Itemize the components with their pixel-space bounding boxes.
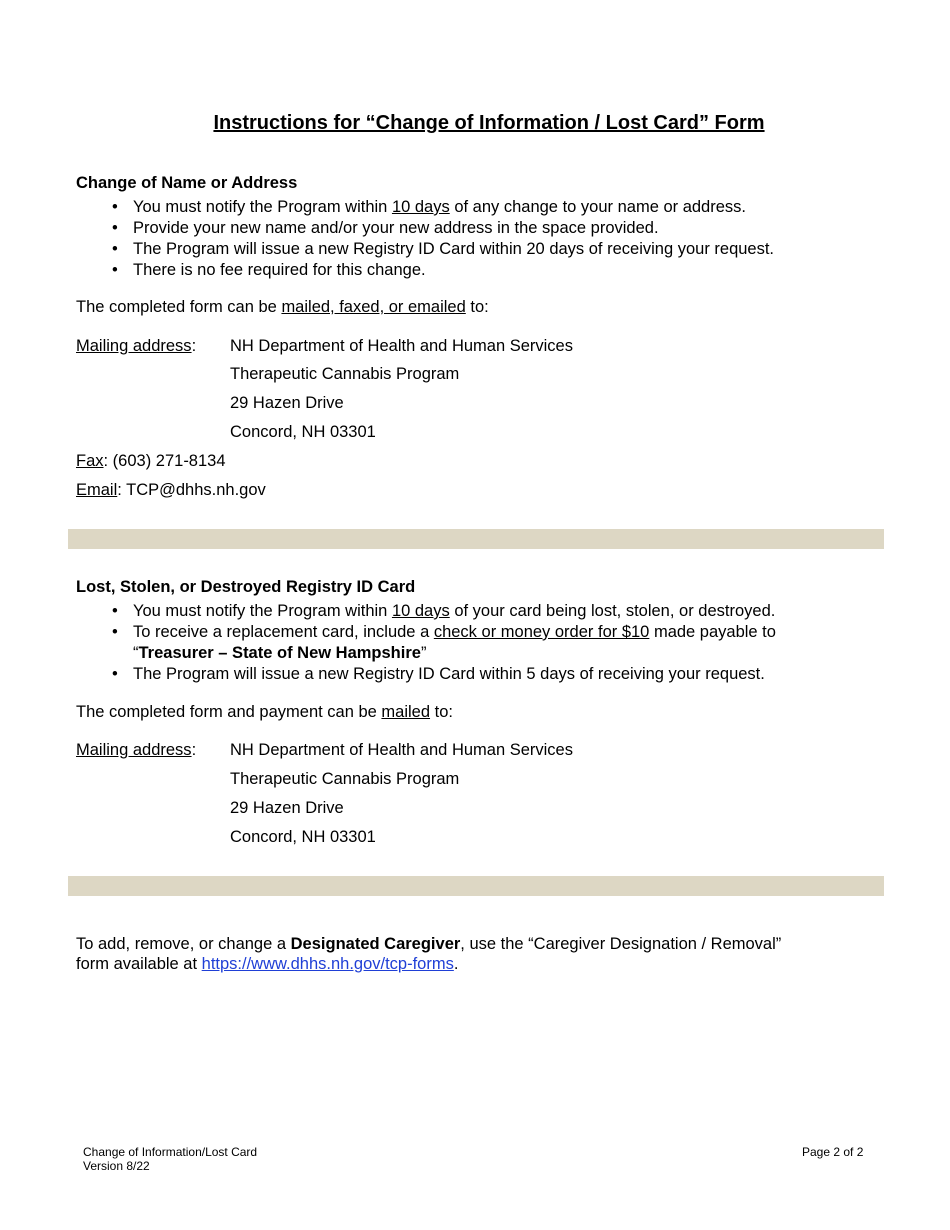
bullet-icon: • — [112, 219, 118, 237]
section-heading-change-name-address: Change of Name or Address — [76, 174, 298, 192]
page-title: Instructions for “Change of Information / Lost Card” Form — [213, 112, 765, 134]
change-name-bullet-list — [76, 197, 774, 281]
list-item: • To receive a replacement card, include a check or money order for $10 made payable to “Treasurer – State of New Hampshire” — [112, 623, 776, 662]
list-item: • You must notify the Program within 10 days of any change to your name or address. — [112, 198, 746, 216]
footer-form-name: Change of Information/Lost Card — [83, 1145, 258, 1159]
address-line: Concord, NH 03301 — [230, 828, 376, 846]
bullet-icon: • — [112, 602, 118, 620]
list-item: • You must notify the Program within 10 days of your card being lost, stolen, or destroyed. — [112, 602, 776, 620]
footer-version: Version 8/22 — [83, 1159, 150, 1173]
payee-name: Treasurer – State of New Hampshire — [138, 644, 421, 662]
tcp-forms-link[interactable]: https://www.dhhs.nh.gov/tcp-forms — [201, 955, 454, 973]
lost-card-bullet-list — [76, 601, 776, 685]
address-line: Therapeutic Cannabis Program — [230, 365, 460, 383]
bullet-icon: • — [112, 240, 118, 258]
address-line: 29 Hazen Drive — [230, 799, 344, 817]
section-divider-band — [68, 529, 884, 549]
list-item: • Provide your new name and/or your new address in the space provided. — [112, 219, 659, 237]
list-item: • The Program will issue a new Registry ID Card within 20 days of receiving your request. — [112, 240, 775, 258]
footer-form-info — [83, 1145, 257, 1173]
bullet-icon: • — [112, 623, 118, 641]
bullet-icon: • — [112, 665, 118, 683]
section-heading-lost-card: Lost, Stolen, or Destroyed Registry ID Card — [76, 578, 416, 596]
address-line: NH Department of Health and Human Services — [230, 337, 573, 355]
delivery-instructions: The completed form can be mailed, faxed, or emailed to: — [76, 298, 489, 316]
list-item: • There is no fee required for this change. — [112, 261, 426, 279]
bullet-icon: • — [112, 261, 118, 279]
address-line: 29 Hazen Drive — [230, 394, 344, 412]
address-line: NH Department of Health and Human Services — [230, 741, 573, 759]
address-line: Concord, NH 03301 — [230, 423, 376, 441]
mailing-address-label: Mailing address: — [76, 741, 197, 759]
caregiver-paragraph: To add, remove, or change a Designated Caregiver, use the “Caregiver Designation / Removal” form available at https://www.dhhs.nh.gov/tcp-forms. — [76, 935, 782, 973]
page-number: Page 2 of 2 — [802, 1145, 864, 1159]
delivery-instructions: The completed form and payment can be mailed to: — [76, 703, 453, 721]
list-item: • The Program will issue a new Registry ID Card within 5 days of receiving your request. — [112, 665, 765, 683]
fax-line: Fax: (603) 271-8134 — [76, 452, 226, 470]
mailing-address-label: Mailing address: — [76, 337, 197, 355]
address-line: Therapeutic Cannabis Program — [230, 770, 460, 788]
email-line: Email: TCP@dhhs.nh.gov — [76, 481, 266, 499]
section-divider-band — [68, 876, 884, 896]
bullet-icon: • — [112, 198, 118, 216]
